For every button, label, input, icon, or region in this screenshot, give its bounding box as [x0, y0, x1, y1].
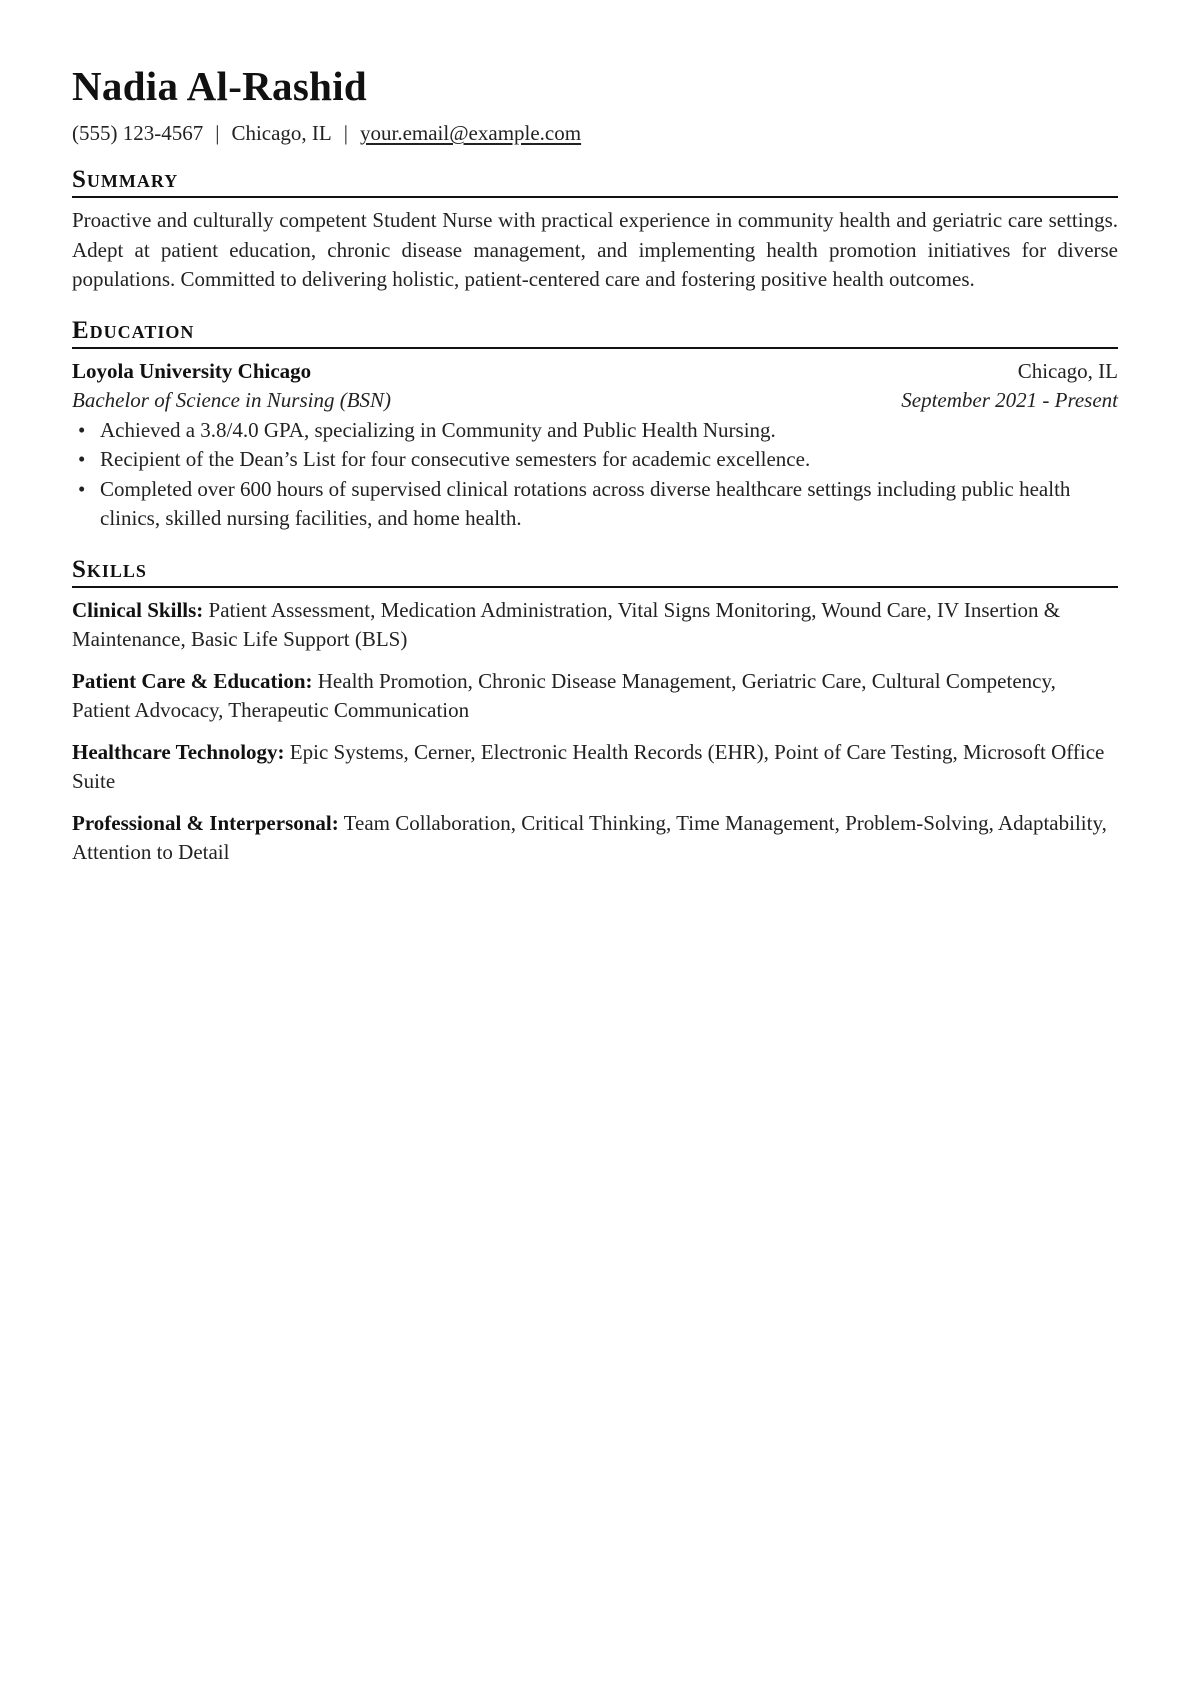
location-text: Chicago, IL [231, 121, 332, 145]
skill-category: Patient Care & Education: [72, 668, 313, 693]
list-item: • Achieved a 3.8/4.0 GPA, specializing in Community and Public Health Nursing. [100, 416, 1118, 446]
skill-category: Professional & Interpersonal: [72, 810, 339, 835]
email-link[interactable]: your.email@example.com [359, 121, 582, 145]
contact-line [72, 118, 1118, 148]
contact-separator: | [215, 121, 220, 145]
skill-category: Clinical Skills: [72, 597, 204, 622]
school-name: Loyola University Chicago [72, 358, 312, 383]
summary-heading: Summary [72, 166, 1118, 198]
education-heading: Education [72, 317, 1118, 349]
education-degree-row [72, 386, 1118, 416]
education-section [72, 317, 1118, 534]
skill-group [72, 738, 1118, 797]
degree-name: Bachelor of Science in Nursing (BSN) [72, 388, 392, 412]
contact-separator: | [343, 121, 348, 145]
summary-text: Proactive and culturally competent Student Nurse with practical experience in community health and geriatric care settings. Adept at patient education, chronic disease management, and implementing health promotion initiatives for diverse populations. Committed to delivering holistic, patient-centered care and fostering positive health outcomes. [72, 208, 1118, 291]
skill-group [72, 809, 1118, 868]
candidate-name: Nadia Al-Rashid [72, 63, 368, 109]
school-location: Chicago, IL [1017, 358, 1118, 383]
skill-category: Healthcare Technology: [72, 739, 285, 764]
skill-group [72, 667, 1118, 726]
list-item: • Completed over 600 hours of supervised clinical rotations across diverse healthcare settings including public health clinics, skilled nursing facilities, and home health. [100, 475, 1118, 534]
degree-dates: September 2021 - Present [901, 388, 1118, 412]
skill-list: Team Collaboration, Critical Thinking, Time Management, Problem-Solving, Adaptability, Attention to Detail [72, 810, 1107, 864]
skill-list: Epic Systems, Cerner, Electronic Health Records (EHR), Point of Care Testing, Microsoft Office Suite [72, 739, 1105, 793]
summary-section [72, 166, 1118, 295]
education-school-row [72, 357, 1118, 387]
skills-heading: Skills [72, 556, 1118, 588]
skill-list: Health Promotion, Chronic Disease Management, Geriatric Care, Cultural Competency, Patient Advocacy, Therapeutic Communication [72, 668, 1056, 722]
phone-number: (555) 123-4567 [72, 121, 204, 145]
skill-group [72, 596, 1118, 655]
skill-list: Patient Assessment, Medication Administration, Vital Signs Monitoring, Wound Care, IV Insertion & Maintenance, Basic Life Support (BLS) [72, 597, 1061, 651]
education-bullets [72, 416, 1118, 534]
list-item: • Recipient of the Dean’s List for four consecutive semesters for academic excellence. [100, 445, 1118, 475]
skills-section [72, 556, 1118, 868]
